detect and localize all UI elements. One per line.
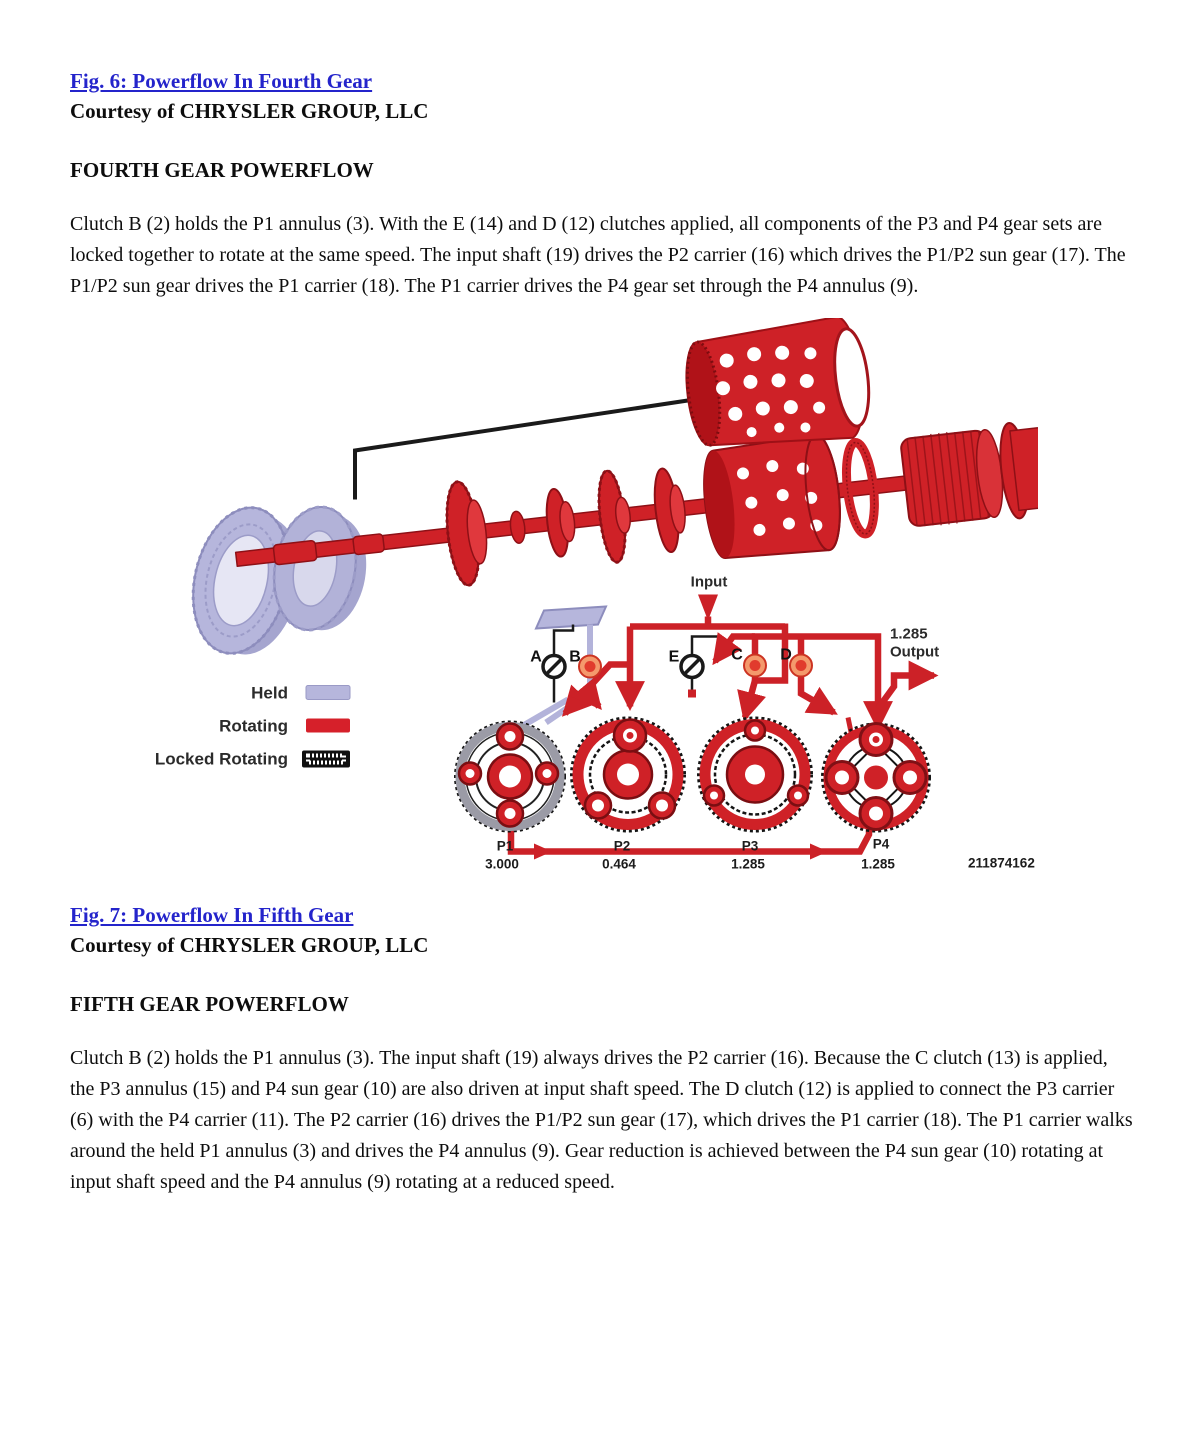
clutch-a-label: A bbox=[530, 648, 542, 666]
e-connector bbox=[688, 690, 696, 698]
p3-ratio-label: 1.285 bbox=[731, 856, 765, 872]
p4-name-label: P4 bbox=[872, 836, 890, 852]
input-label: Input bbox=[690, 573, 728, 591]
p4-ratio-label: 1.285 bbox=[861, 856, 895, 872]
powerflow-diagram-svg bbox=[148, 318, 1038, 884]
legend-held-label: Held bbox=[251, 683, 288, 703]
p1-name-label: P1 bbox=[496, 838, 514, 854]
powerflow-schematic bbox=[456, 574, 1035, 872]
figure-number: 211874162 bbox=[968, 855, 1035, 871]
p2-name-label: P2 bbox=[613, 838, 631, 854]
output-ratio-label: 1.285 bbox=[890, 625, 928, 643]
legend-held-swatch bbox=[306, 686, 350, 700]
clutch-c-label: C bbox=[731, 646, 743, 664]
fig6-link[interactable]: Fig. 6: Powerflow In Fourth Gear bbox=[70, 69, 373, 93]
fig7-courtesy: Courtesy of CHRYSLER GROUP, LLC bbox=[70, 933, 429, 957]
leader-line bbox=[355, 399, 701, 500]
clutch-b-label: B bbox=[569, 648, 581, 666]
legend-locked-rotating-label: Locked Rotating bbox=[154, 749, 288, 769]
rail-arrow-1 bbox=[534, 844, 552, 860]
legend-rotating-swatch bbox=[306, 719, 350, 733]
p3-name-label: P3 bbox=[741, 838, 759, 854]
fourth-gear-heading: FOURTH GEAR POWERFLOW bbox=[70, 158, 374, 182]
p1-ratio-label: 3.000 bbox=[485, 856, 519, 872]
output-label: Output bbox=[890, 643, 940, 661]
p2-ratio-label: 0.464 bbox=[602, 856, 636, 872]
clutch-a-symbol bbox=[543, 656, 565, 678]
gearset-p2-wheel bbox=[572, 719, 684, 831]
fourth-gear-paragraph: Clutch B (2) holds the P1 annulus (3). With the E (14) and D (12) clutches applied, all components of the P3 and P4 gear sets are locked together to rotate at the same speed. The input shaft (19) drives the P2 carrier (16) which drives the P1/P2 sun gear (17). The P1/P2 sun gear drives the P1 carrier (18). The P1 carrier drives the P4 gear set through the P4 annulus (9). bbox=[70, 213, 1126, 297]
gearset-p1-wheel bbox=[456, 723, 564, 831]
clutch-b-symbol bbox=[579, 656, 601, 678]
clutch-e-symbol bbox=[681, 656, 703, 678]
exploded-view bbox=[180, 318, 1038, 666]
clutch-e-label: E bbox=[668, 648, 680, 666]
fig7-link[interactable]: Fig. 7: Powerflow In Fifth Gear bbox=[70, 903, 354, 927]
fig6-courtesy: Courtesy of CHRYSLER GROUP, LLC bbox=[70, 99, 429, 123]
clutch-d-symbol bbox=[790, 655, 812, 677]
fifth-gear-paragraph: Clutch B (2) holds the P1 annulus (3). The input shaft (19) always drives the P2 carrier (16). Because the C clutch (13) is applied, the P3 annulus (15) and P4 sun gear (10) are also driven at input shaft speed. The D clutch (12) is applied to connect the P3 carrier (6) with the P4 carrier (11). The P2 carrier (16) drives the P1/P2 sun gear (17), which drives the P1 carrier (18). The P1 carrier walks around the held P1 annulus (3) and drives the P4 annulus (9). Gear reduction is achieved between the P4 sun gear (10) rotating at input shaft speed and the P4 annulus (9) rotating at a reduced speed. bbox=[70, 1047, 1133, 1193]
input-arrow bbox=[698, 595, 718, 621]
legend bbox=[155, 684, 350, 769]
gearset-p4-wheel bbox=[823, 724, 929, 831]
legend-locked-rotating-swatch bbox=[302, 751, 350, 768]
held-plate bbox=[536, 607, 606, 629]
legend-rotating-label: Rotating bbox=[219, 716, 288, 736]
gearset-p3-wheel bbox=[699, 719, 811, 831]
perforated-annulus-drum bbox=[680, 318, 875, 457]
clutch-c-symbol bbox=[744, 655, 766, 677]
powerflow-diagram bbox=[148, 318, 1038, 884]
rail-arrow-2 bbox=[810, 844, 828, 860]
clutch-d-label: D bbox=[780, 646, 792, 664]
fifth-gear-heading: FIFTH GEAR POWERFLOW bbox=[70, 992, 349, 1016]
